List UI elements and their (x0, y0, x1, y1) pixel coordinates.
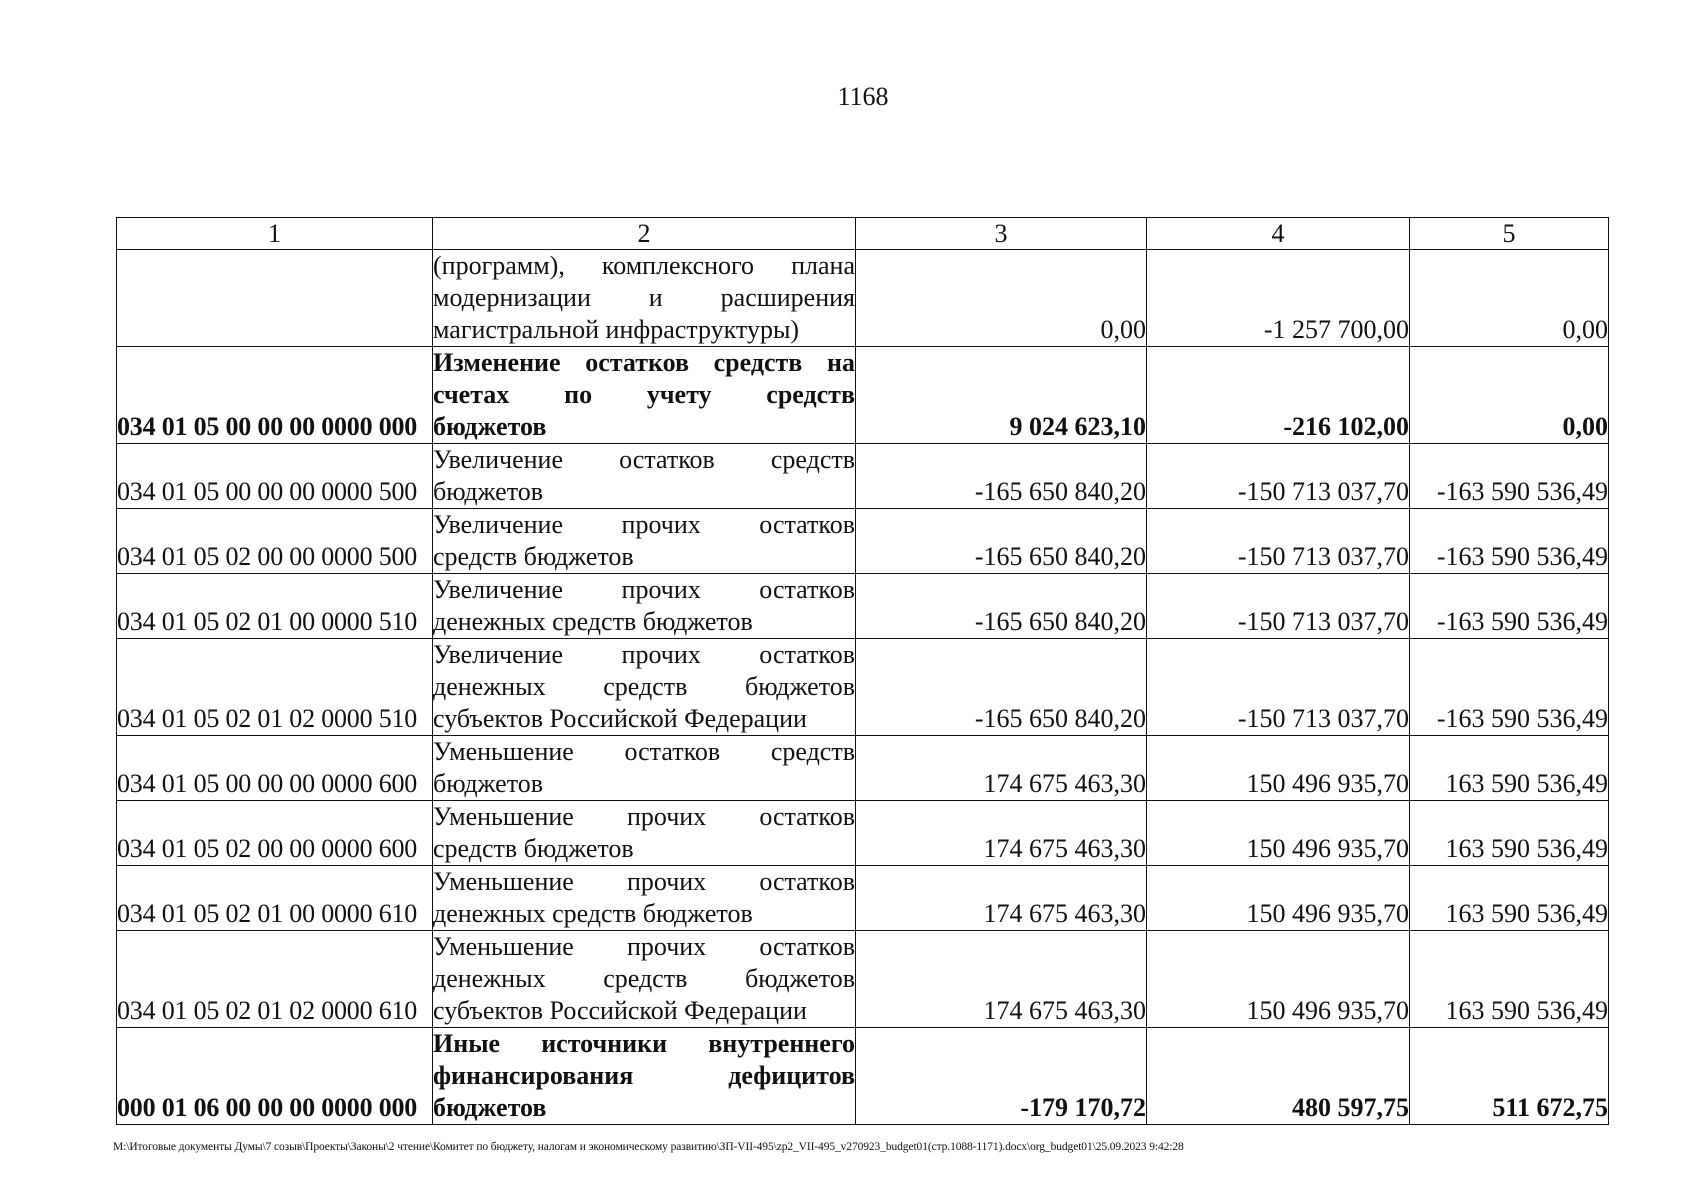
source-name-line: бюджетов (433, 477, 544, 506)
source-name-line: счетах по учету средств (433, 380, 855, 409)
table-row (117, 1028, 1609, 1125)
amount-column-3: -179 170,72 (856, 1028, 1147, 1125)
source-name-line: (программ), комплексного плана (433, 251, 855, 280)
budget-classification-code: 034 01 05 00 00 00 0000 600 (117, 736, 433, 801)
table-row (117, 866, 1609, 931)
amount-column-3: -165 650 840,20 (856, 574, 1147, 639)
source-name-line: денежных средств бюджетов (433, 607, 753, 636)
amount-column-5: 163 590 536,49 (1410, 801, 1609, 866)
amount-column-3: -165 650 840,20 (856, 639, 1147, 736)
source-name-line: средств бюджетов (433, 834, 634, 863)
amount-column-5: 0,00 (1410, 250, 1609, 347)
source-name-line: Уменьшение прочих остатков (433, 802, 855, 831)
column-header-1: 1 (117, 218, 433, 250)
budget-classification-code: 034 01 05 02 00 00 0000 500 (117, 509, 433, 574)
source-name-line: Иные источники внутреннего (433, 1029, 855, 1058)
amount-column-3: 174 675 463,30 (856, 736, 1147, 801)
column-header-2: 2 (433, 218, 856, 250)
amount-column-4: 150 496 935,70 (1147, 801, 1410, 866)
amount-column-4: -150 713 037,70 (1147, 509, 1410, 574)
source-name (433, 801, 856, 866)
source-name-line: модернизации и расширения (433, 283, 855, 312)
table-row (117, 801, 1609, 866)
budget-classification-code: 034 01 05 00 00 00 0000 000 (117, 347, 433, 444)
source-name (433, 347, 856, 444)
amount-column-3: 9 024 623,10 (856, 347, 1147, 444)
source-name-line: субъектов Российской Федерации (433, 704, 807, 733)
column-header-5: 5 (1410, 218, 1609, 250)
source-name (433, 1028, 856, 1125)
amount-column-5: 0,00 (1410, 347, 1609, 444)
table-row (117, 444, 1609, 509)
source-name-line: Уменьшение прочих остатков (433, 932, 855, 961)
amount-column-4: -1 257 700,00 (1147, 250, 1410, 347)
source-name (433, 866, 856, 931)
amount-column-3: 174 675 463,30 (856, 801, 1147, 866)
amount-column-3: -165 650 840,20 (856, 444, 1147, 509)
amount-column-4: 150 496 935,70 (1147, 866, 1410, 931)
source-name-line: Увеличение прочих остатков (433, 510, 855, 539)
source-name-line: Увеличение остатков средств (433, 445, 855, 474)
source-name-line: бюджетов (433, 769, 544, 798)
document-file-path: M:\Итоговые документы Думы\7 созыв\Проекты\Законы\2 чтение\Комитет по бюджету, налогам и экономическому развитию\ЗП-VII-495\zp2_VII-495_v270923_budget01(стр.1088-1171).docx\org_budget01\25.09.2023 9:42:28 (113, 1141, 1184, 1153)
amount-column-4: 480 597,75 (1147, 1028, 1410, 1125)
table-row (117, 931, 1609, 1028)
source-name-line: Изменение остатков средств на (433, 348, 855, 377)
amount-column-4: 150 496 935,70 (1147, 736, 1410, 801)
amount-column-5: -163 590 536,49 (1410, 444, 1609, 509)
page-number: 1168 (837, 82, 889, 111)
budget-sources-table (116, 217, 1609, 1125)
table-row (117, 250, 1609, 347)
amount-column-5: -163 590 536,49 (1410, 574, 1609, 639)
amount-column-3: 174 675 463,30 (856, 931, 1147, 1028)
budget-classification-code: 034 01 05 02 01 02 0000 610 (117, 931, 433, 1028)
amount-column-5: 163 590 536,49 (1410, 736, 1609, 801)
source-name-line: субъектов Российской Федерации (433, 996, 807, 1025)
amount-column-4: -216 102,00 (1147, 347, 1410, 444)
source-name (433, 574, 856, 639)
table-row (117, 347, 1609, 444)
table-header-row (117, 218, 1609, 250)
amount-column-4: -150 713 037,70 (1147, 574, 1410, 639)
source-name-line: денежных средств бюджетов (433, 899, 753, 928)
budget-classification-code (117, 250, 433, 347)
source-name (433, 509, 856, 574)
amount-column-5: 163 590 536,49 (1410, 931, 1609, 1028)
source-name (433, 250, 856, 347)
source-name-line: Увеличение прочих остатков (433, 575, 855, 604)
table-row (117, 509, 1609, 574)
budget-classification-code: 034 01 05 00 00 00 0000 500 (117, 444, 433, 509)
source-name-line: магистральной инфраструктуры) (433, 315, 800, 344)
amount-column-4: -150 713 037,70 (1147, 639, 1410, 736)
source-name (433, 639, 856, 736)
amount-column-5: 163 590 536,49 (1410, 866, 1609, 931)
amount-column-3: 174 675 463,30 (856, 866, 1147, 931)
budget-classification-code: 034 01 05 02 00 00 0000 600 (117, 801, 433, 866)
source-name-line: Уменьшение остатков средств (433, 737, 855, 766)
amount-column-5: -163 590 536,49 (1410, 639, 1609, 736)
budget-classification-code: 034 01 05 02 01 02 0000 510 (117, 639, 433, 736)
table-row (117, 574, 1609, 639)
source-name-line: бюджетов (433, 412, 547, 441)
amount-column-5: 511 672,75 (1410, 1028, 1609, 1125)
budget-classification-code: 034 01 05 02 01 00 0000 510 (117, 574, 433, 639)
source-name-line: бюджетов (433, 1093, 547, 1122)
source-name-line: денежных средств бюджетов (433, 672, 855, 701)
source-name-line: средств бюджетов (433, 542, 634, 571)
source-name-line: Уменьшение прочих остатков (433, 867, 855, 896)
source-name-line: Увеличение прочих остатков (433, 640, 855, 669)
amount-column-4: -150 713 037,70 (1147, 444, 1410, 509)
amount-column-3: -165 650 840,20 (856, 509, 1147, 574)
source-name-line: финансирования дефицитов (433, 1061, 855, 1090)
amount-column-4: 150 496 935,70 (1147, 931, 1410, 1028)
column-header-4: 4 (1147, 218, 1410, 250)
amount-column-3: 0,00 (856, 250, 1147, 347)
table-body (117, 250, 1609, 1125)
source-name (433, 736, 856, 801)
table-row (117, 639, 1609, 736)
budget-classification-code: 034 01 05 02 01 00 0000 610 (117, 866, 433, 931)
source-name (433, 931, 856, 1028)
amount-column-5: -163 590 536,49 (1410, 509, 1609, 574)
source-name (433, 444, 856, 509)
table-row (117, 736, 1609, 801)
budget-classification-code: 000 01 06 00 00 00 0000 000 (117, 1028, 433, 1125)
column-header-3: 3 (856, 218, 1147, 250)
source-name-line: денежных средств бюджетов (433, 964, 855, 993)
